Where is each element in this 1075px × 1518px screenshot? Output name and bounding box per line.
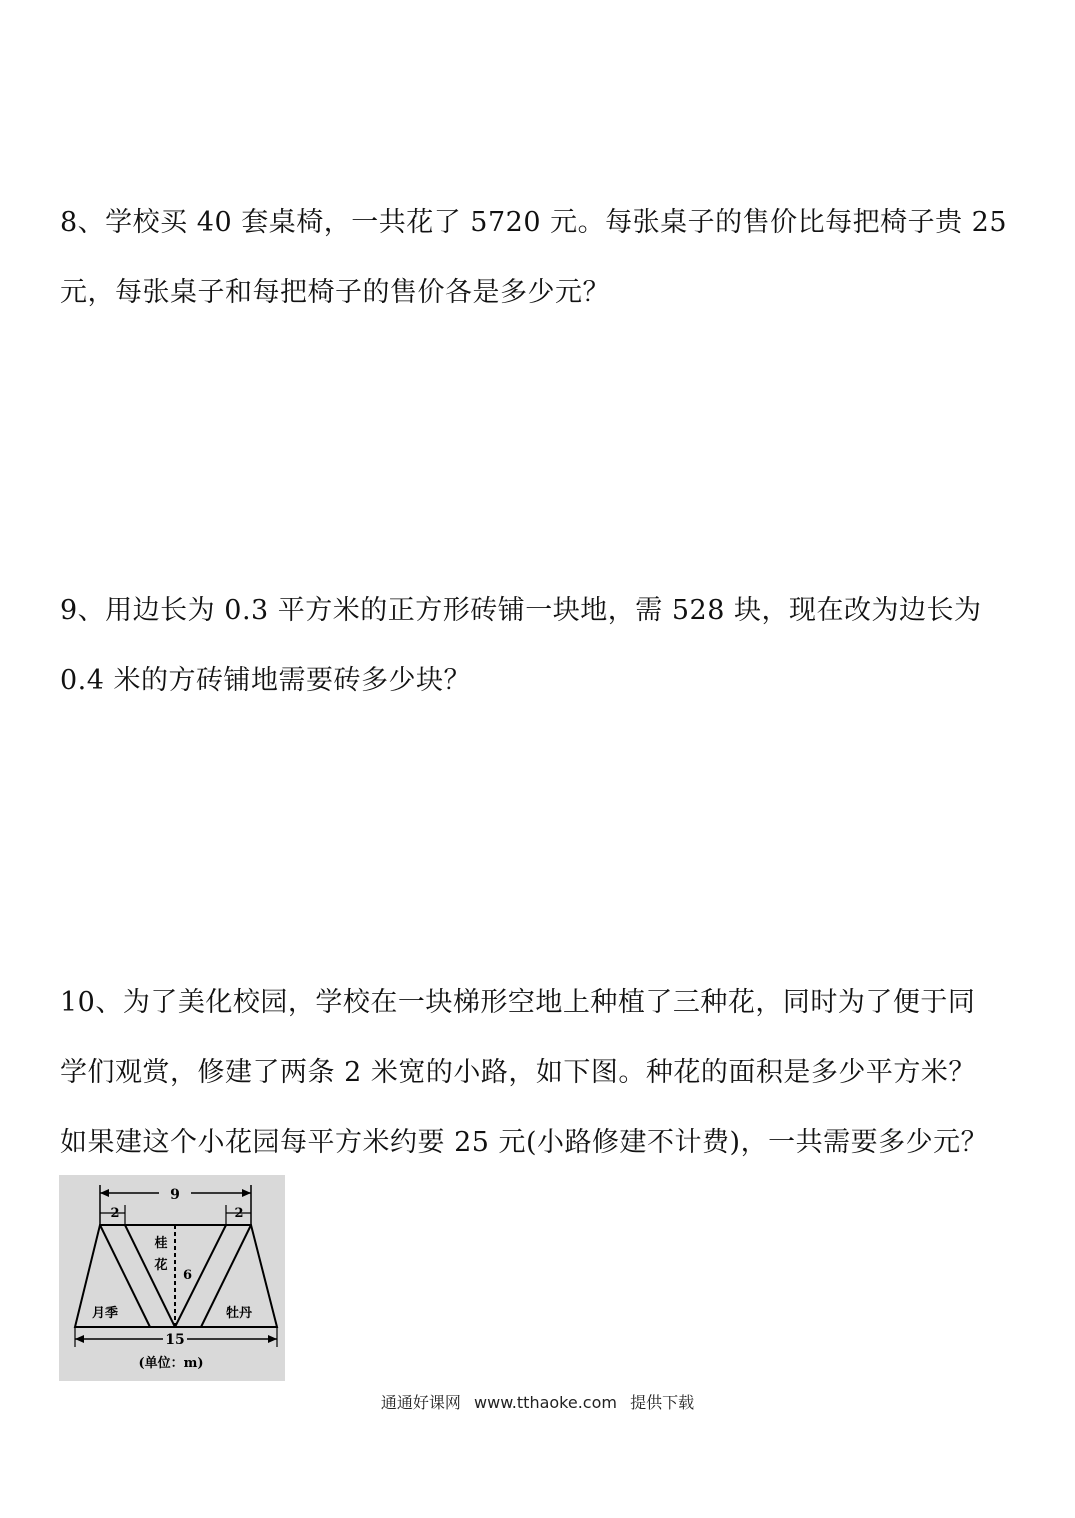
footer-url: www.tthaoke.com <box>474 1393 617 1412</box>
footer-suffix: 提供下载 <box>630 1393 695 1412</box>
region-middle-char-1: 桂 <box>154 1236 168 1251</box>
question-8-line-2: 元，每张桌子和每把椅子的售价各是多少元？ <box>60 277 610 308</box>
left-path-width-label: 2 <box>110 1206 120 1221</box>
region-middle-char-2: 花 <box>154 1258 168 1273</box>
question-8-line-1: 8、学校买 40 套桌椅，一共花了 5720 元。每张桌子的售价比每把椅子贵 25 <box>60 207 1008 238</box>
question-10-line-2: 学们观赏，修建了两条 2 米宽的小路，如下图。种花的面积是多少平方米？ <box>60 1057 976 1088</box>
question-9-line-2: 0.4 米的方砖铺地需要砖多少块？ <box>60 665 472 696</box>
bottom-width-label: 15 <box>165 1332 185 1348</box>
footer-site-name: 通通好课网 <box>380 1393 461 1412</box>
arrow-right-icon <box>242 1189 251 1197</box>
garden-diagram <box>59 1175 285 1381</box>
arrow-left-icon <box>100 1189 109 1197</box>
top-width-label: 9 <box>170 1187 180 1203</box>
region-left-label: 月季 <box>91 1306 119 1321</box>
bottom-arrow-right-icon <box>268 1335 277 1343</box>
unit-label: (单位：m) <box>138 1356 204 1371</box>
garden-trapezoid-figure <box>59 1175 285 1381</box>
bottom-arrow-left-icon <box>75 1335 84 1343</box>
right-path-width-label: 2 <box>234 1206 244 1221</box>
region-right-label: 牡丹 <box>225 1306 253 1321</box>
question-9 <box>60 576 1020 716</box>
page-footer <box>0 1390 1075 1413</box>
question-9-line-1: 9、用边长为 0.3 平方米的正方形砖铺一块地，需 528 块，现在改为边长为 <box>60 595 982 626</box>
question-10-line-1: 10、为了美化校园，学校在一块梯形空地上种植了三种花，同时为了便于同 <box>60 987 976 1018</box>
height-label: 6 <box>183 1268 193 1283</box>
question-10 <box>60 968 1020 1178</box>
question-10-line-3: 如果建这个小花园每平方米约要 25 元(小路修建不计费)，一共需要多少元？ <box>60 1127 989 1158</box>
question-8 <box>60 188 1020 328</box>
